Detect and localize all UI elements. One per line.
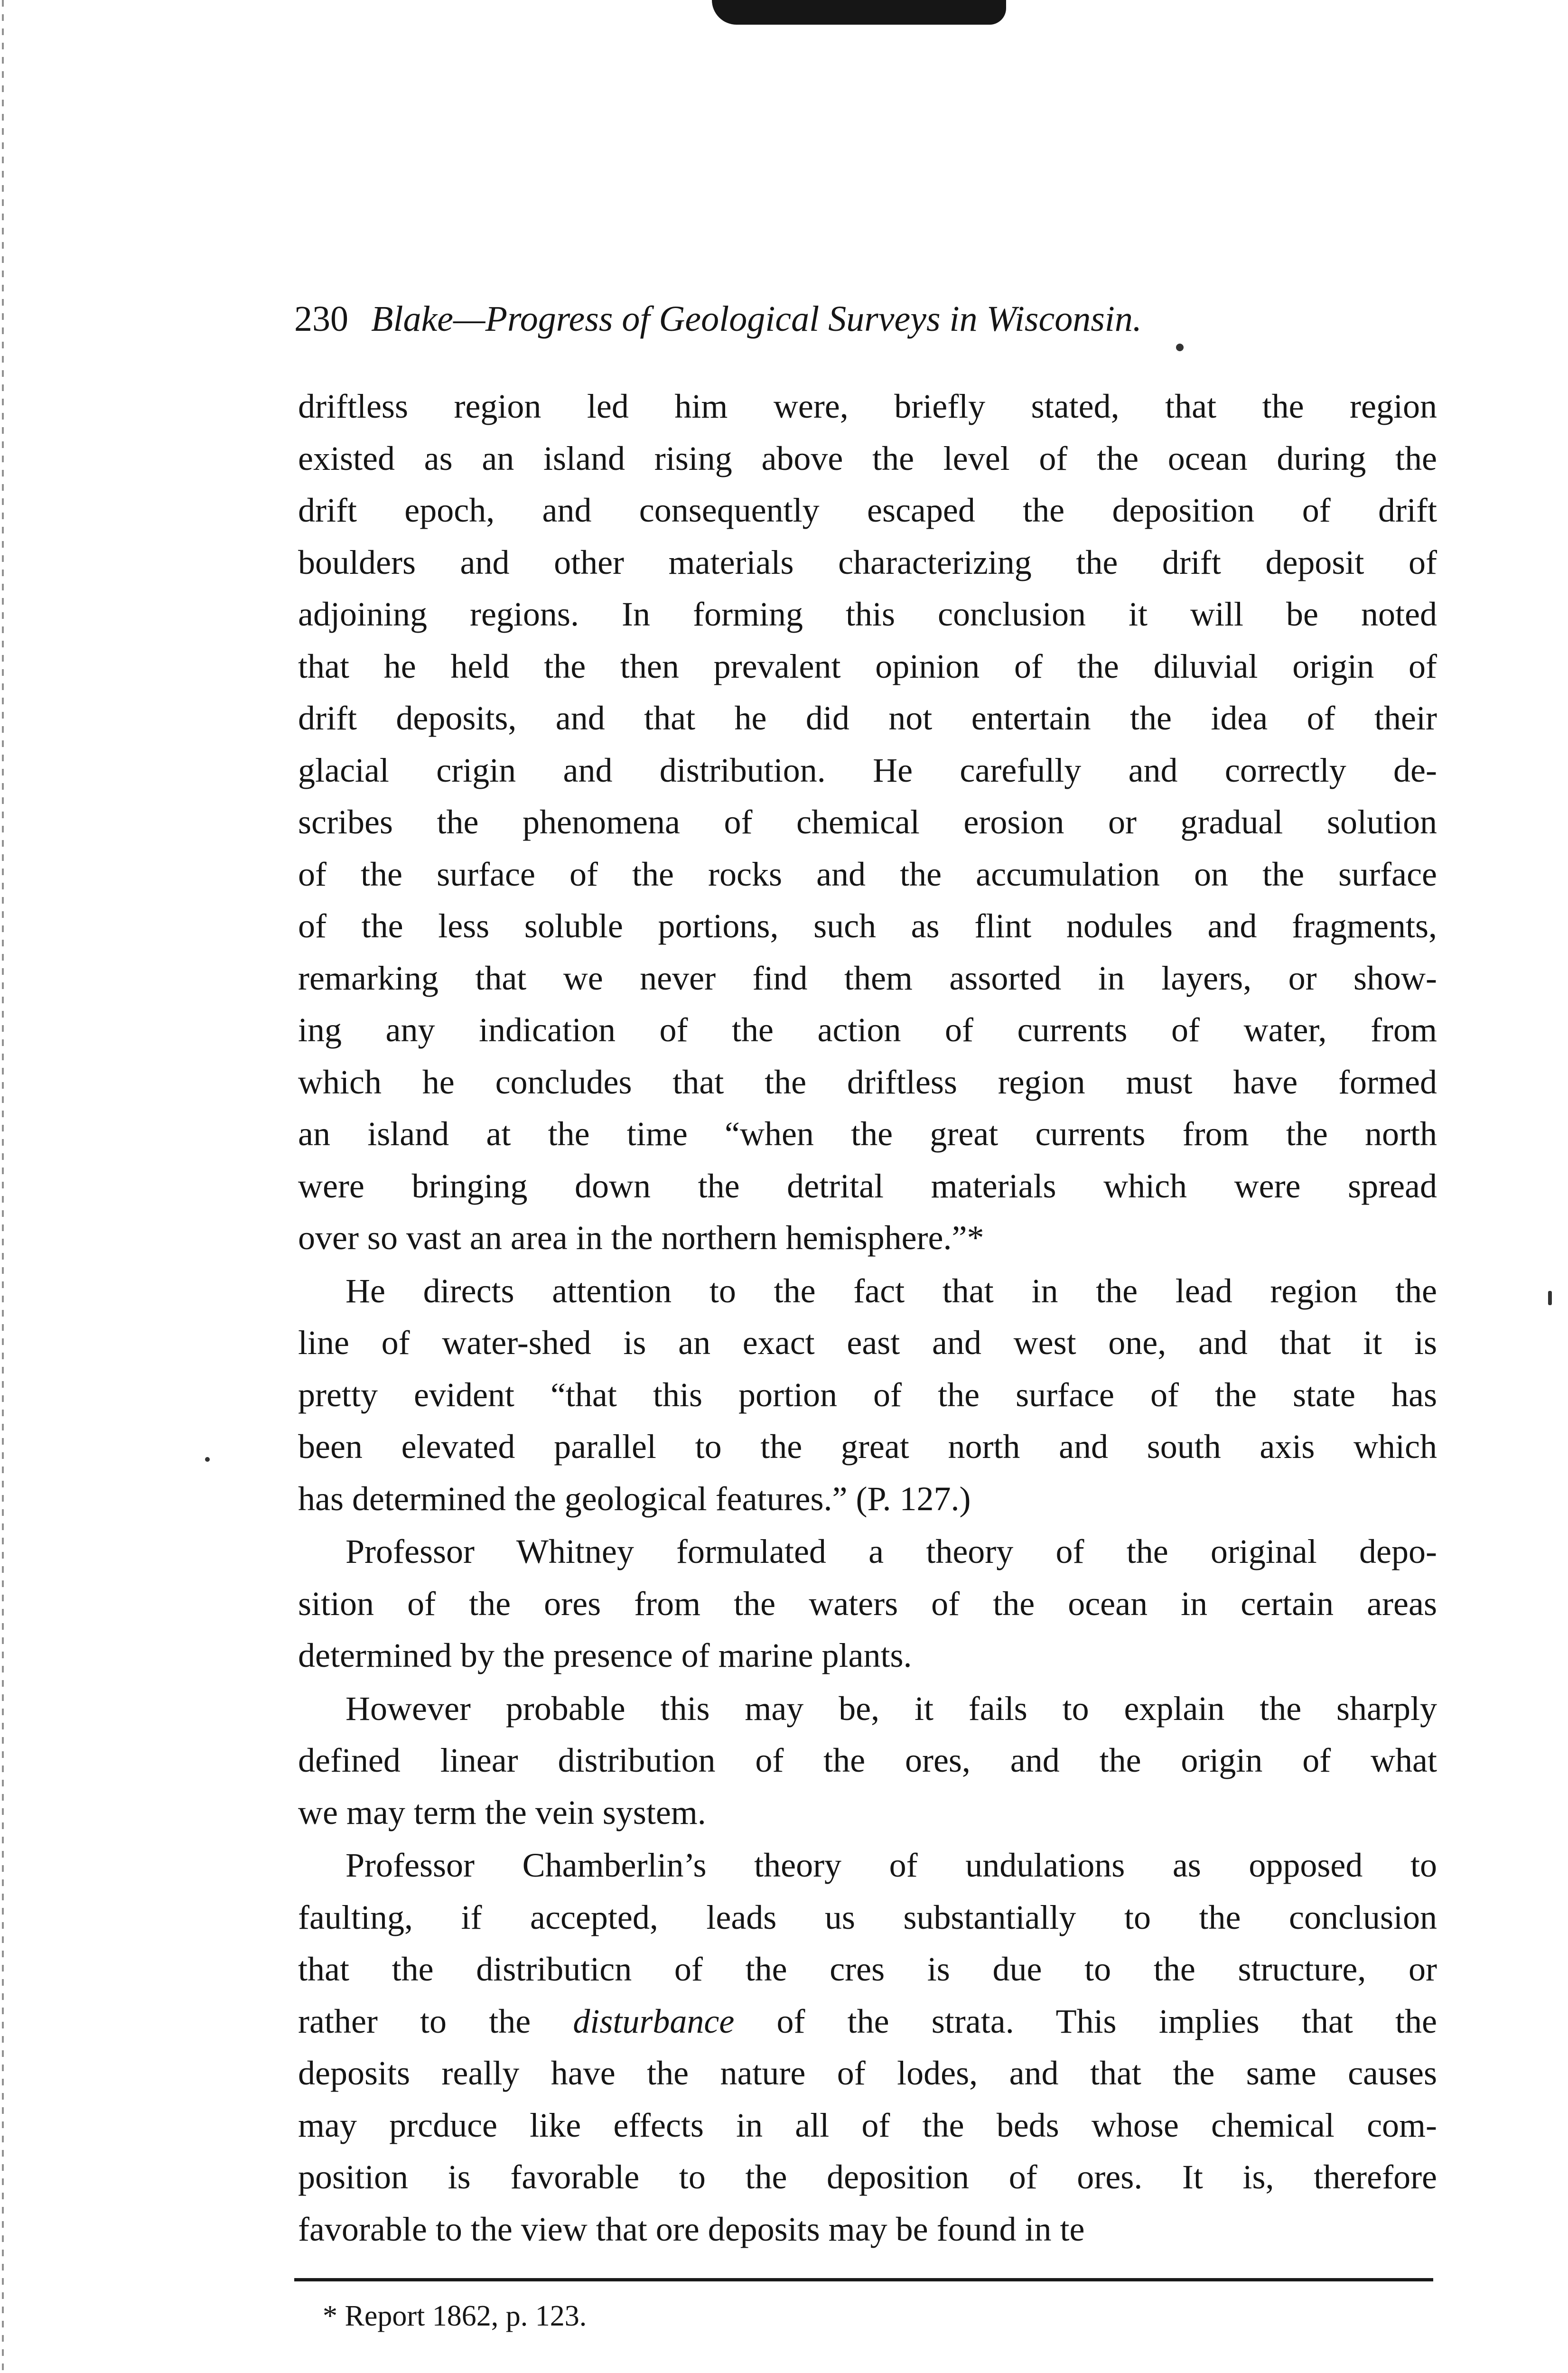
text-line: deposits really have the nature of lodes, and that the same causes bbox=[298, 2054, 1437, 2092]
text-line: of the surface of the rocks and the accumulation on the surface bbox=[298, 855, 1437, 893]
scan-speck bbox=[1176, 344, 1184, 351]
text-line: line of water-shed is an exact east and west one, and that it is bbox=[298, 1324, 1437, 1362]
running-header bbox=[294, 295, 1357, 343]
footnote: * Report 1862, p. 123. bbox=[323, 2300, 587, 2332]
text-line: drift epoch, and consequently escaped the deposition of drift bbox=[298, 491, 1437, 529]
scan-speck bbox=[205, 1457, 210, 1462]
footnote-rule bbox=[294, 2278, 1433, 2281]
page-number: 230 bbox=[294, 299, 348, 339]
text-line: that he held the then prevalent opinion of the diluvial origin of bbox=[298, 647, 1437, 685]
text-line: driftless region led him were, briefly stated, that the region bbox=[298, 387, 1437, 425]
text-line: Professor Chamberlin’s theory of undulations as opposed to bbox=[345, 1846, 1437, 1884]
text-line: scribes the phenomena of chemical erosion or gradual solution bbox=[298, 803, 1437, 841]
text-line: may prcduce like effects in all of the beds whose chemical com- bbox=[298, 2106, 1437, 2144]
text-line: He directs attention to the fact that in the lead region the bbox=[345, 1271, 1437, 1310]
text-line: remarking that we never find them assorted in layers, or show- bbox=[298, 959, 1437, 997]
text-line: glacial crigin and distribution. He carefully and correctly de- bbox=[298, 751, 1437, 789]
running-title: Blake—Progress of Geological Surveys in Wisconsin. bbox=[371, 299, 1142, 339]
text-line: been elevated parallel to the great north and south axis which bbox=[298, 1428, 1437, 1466]
scan-left-edge bbox=[2, 0, 4, 2373]
text-line: over so vast an area in the northern hemisphere.”* bbox=[298, 1219, 984, 1257]
italic-term: disturbance bbox=[573, 2002, 735, 2040]
text-line: were bringing down the detrital materials which were spread bbox=[298, 1167, 1437, 1205]
text-line: boulders and other materials characterizing the drift deposit of bbox=[298, 543, 1437, 581]
text-line bbox=[298, 1996, 1437, 2048]
text-line: that the distributicn of the cres is due to the structure, or bbox=[298, 1950, 1437, 1988]
scan-top-mark bbox=[712, 0, 1006, 25]
text-line: pretty evident “that this portion of the surface of the state has bbox=[298, 1375, 1437, 1414]
text-line: faulting, if accepted, leads us substantially to the conclusion bbox=[298, 1898, 1437, 1936]
text-line: has determined the geological features.” (P. 127.) bbox=[298, 1479, 971, 1518]
text-line: an island at the time “when the great currents from the north bbox=[298, 1115, 1437, 1153]
text-run: rather to the bbox=[298, 2002, 573, 2040]
text-line: sition of the ores from the waters of the ocean in certain areas bbox=[298, 1584, 1437, 1623]
text-line: adjoining regions. In forming this conclusion it will be noted bbox=[298, 595, 1437, 633]
text-line: determined by the presence of marine plants. bbox=[298, 1636, 912, 1674]
text-run: of the strata. This implies that the bbox=[734, 2002, 1437, 2040]
text-line: of the less soluble portions, such as flint nodules and fragments, bbox=[298, 907, 1437, 945]
text-line: However probable this may be, it fails to explain the sharply bbox=[345, 1689, 1437, 1728]
text-line: defined linear distribution of the ores, and the origin of what bbox=[298, 1741, 1437, 1779]
body-text bbox=[298, 381, 1437, 2255]
scan-speck bbox=[1548, 1291, 1552, 1305]
text-line: which he concludes that the driftless region must have formed bbox=[298, 1063, 1437, 1101]
text-line: Professor Whitney formulated a theory of the original depo- bbox=[345, 1532, 1437, 1570]
text-line: existed as an island rising above the level of the ocean during the bbox=[298, 439, 1437, 477]
text-line: drift deposits, and that he did not entertain the idea of their bbox=[298, 699, 1437, 737]
text-line: position is favorable to the deposition of ores. It is, therefore bbox=[298, 2158, 1437, 2196]
text-line: ing any indication of the action of currents of water, from bbox=[298, 1011, 1437, 1049]
text-line: we may term the vein system. bbox=[298, 1793, 706, 1831]
text-line: favorable to the view that ore deposits may be found in te bbox=[298, 2210, 1085, 2248]
